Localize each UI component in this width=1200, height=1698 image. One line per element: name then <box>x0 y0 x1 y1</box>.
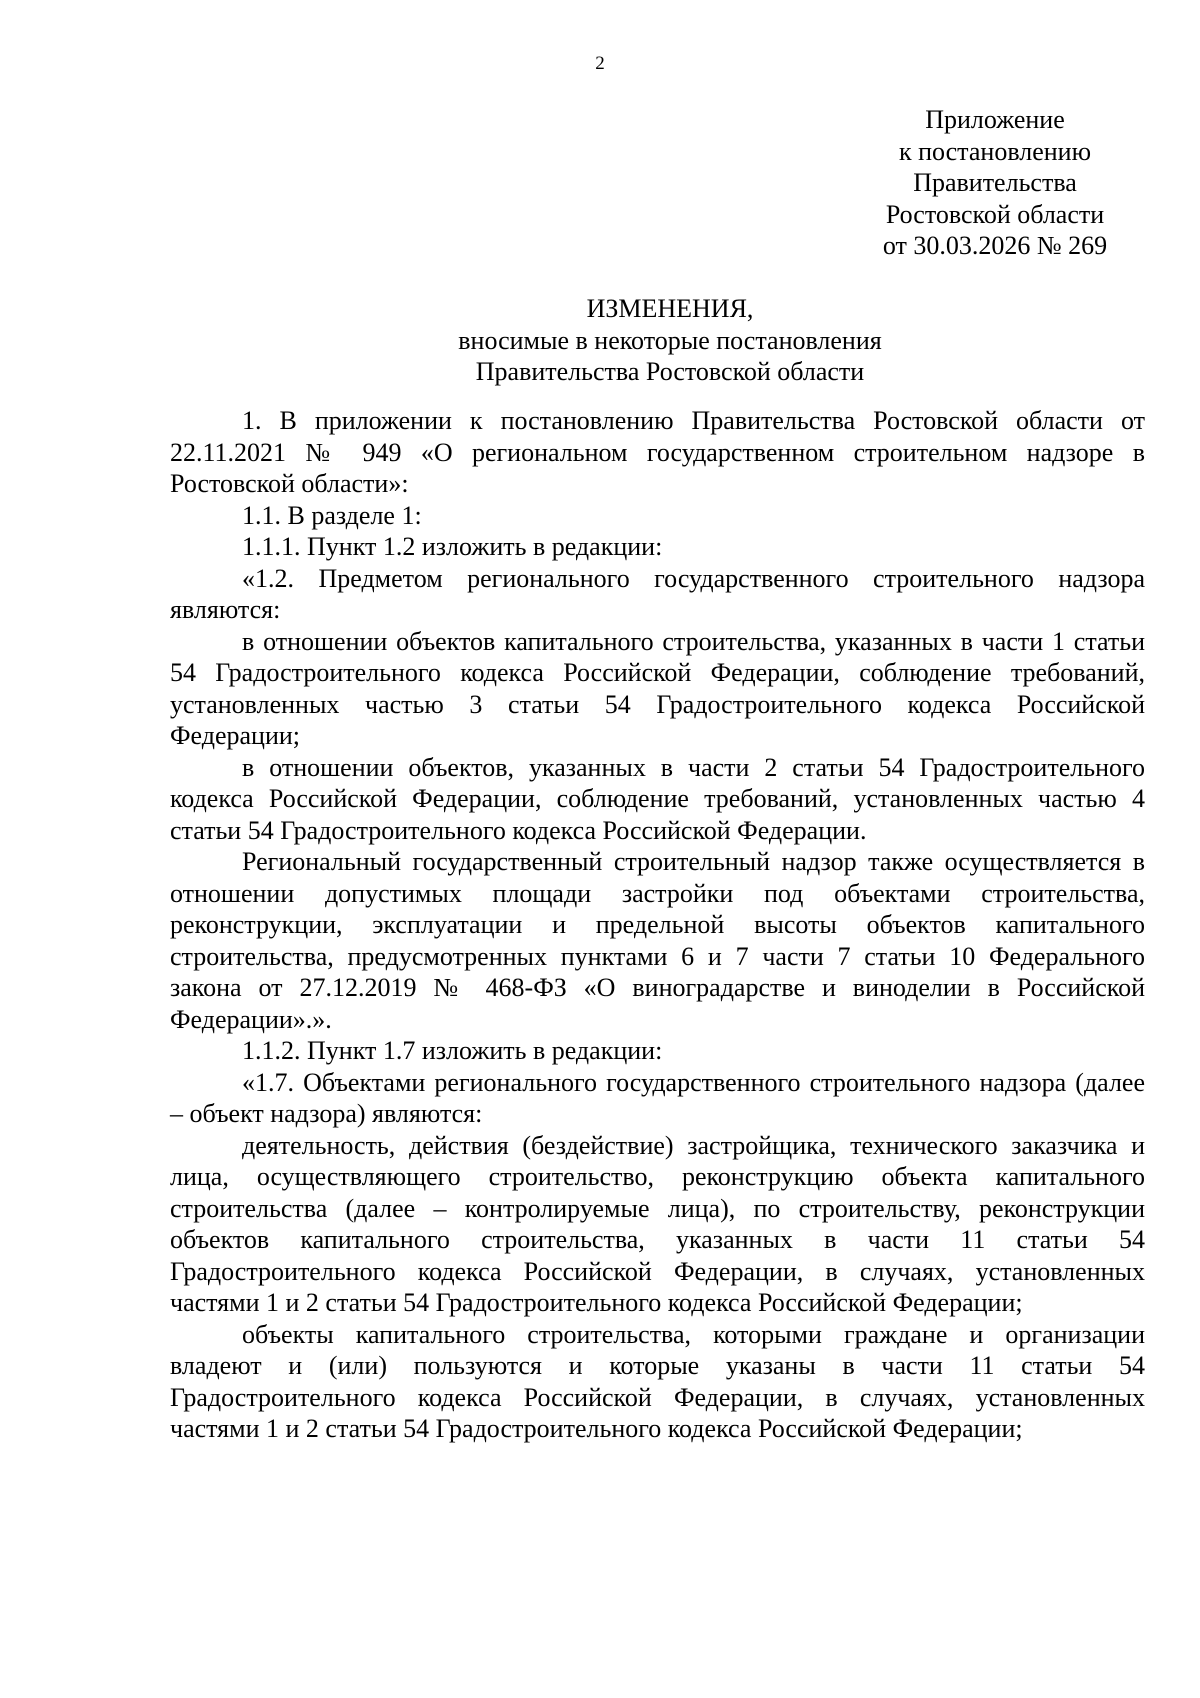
paragraph: объекты капитального строительства, которыми граждане и организации владеют и (или) пользуются и которые указаны в части 11 статьи 54 Градостроительного кодекса Российской Федерации, в случаях, установленных частями 1 и 2 статьи 54 Градостроительного кодекса Российской Федерации; <box>170 1319 1145 1443</box>
paragraph: в отношении объектов, указанных в части 2 статьи 54 Градостроительного кодекса Российской Федерации, соблюдение требований, установленных частью 4 статьи 54 Градостроительного кодекса Российской Федерации. <box>170 752 1145 845</box>
appendix-line: от 30.03.2026 № 269 <box>882 231 1108 260</box>
paragraph: в отношении объектов капитального строительства, указанных в части 1 статьи 54 Градостроительного кодекса Российской Федерации, соблюдение требований, установленных частью 3 статьи 54 Градостроительного кодекса Российской Федерации; <box>170 626 1145 750</box>
paragraph: 1.1.2. Пункт 1.7 изложить в редакции: <box>242 1036 663 1065</box>
appendix-line: Ростовской области <box>885 199 1105 229</box>
paragraph: Региональный государственный строительный надзор также осуществляется в отношении допустимых площади застройки под объектами строительства, реконструкции, эксплуатации и предельной высоты объектов капитального строительства, предусмотренных пунктами 6 и 7 части 7 статьи 10 Федерального закона от 27.12.2019 № 468-ФЗ «О виноградарстве и виноделии в Российской Федерации».». <box>170 847 1145 1034</box>
paragraph: деятельность, действия (бездействие) застройщика, технического заказчика и лица, осуществляющего строительство, реконструкцию объекта капитального строительства (далее – контролируемые лица), по строительству, реконструкции объектов капитального строительства, указанных в части 11 статьи 54 Градостроительного кодекса Российской Федерации, в случаях, установленных частями 1 и 2 статьи 54 Градостроительного кодекса Российской Федерации; <box>170 1130 1145 1317</box>
page-number: 2 <box>595 53 605 74</box>
title-subtitle: Правительства Ростовской области <box>475 357 865 386</box>
appendix-block <box>800 104 1190 262</box>
document-title <box>170 293 1170 388</box>
paragraph: «1.2. Предметом регионального государственного строительного надзора являются: <box>170 563 1145 624</box>
paragraph: 1.1. В разделе 1: <box>242 500 422 530</box>
paragraph: 1.1.1. Пункт 1.2 изложить в редакции: <box>242 532 663 561</box>
appendix-line: Правительства <box>913 168 1077 197</box>
appendix-line: Приложение <box>925 105 1065 134</box>
appendix-line: к постановлению <box>898 136 1092 166</box>
title-subtitle: вносимые в некоторые постановления <box>458 325 882 355</box>
title-heading: ИЗМЕНЕНИЯ, <box>586 294 754 323</box>
paragraph: «1.7. Объектами регионального государственного строительного надзора (далее – объект надзора) являются: <box>170 1067 1145 1128</box>
document-body <box>170 405 1145 1445</box>
paragraph: 1. В приложении к постановлению Правительства Ростовской области от 22.11.2021 № 949 «О региональном государственном строительном надзоре в Ростовской области»: <box>170 406 1145 498</box>
